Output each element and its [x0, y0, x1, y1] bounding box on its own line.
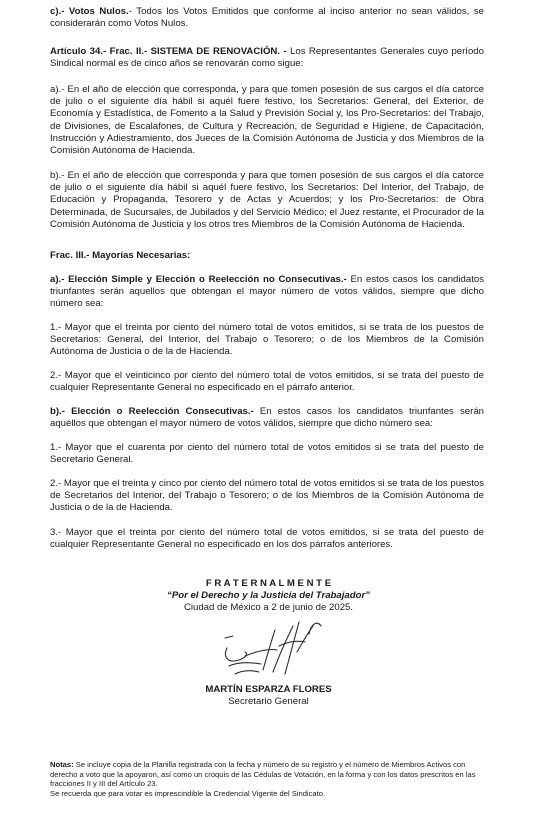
paragraph-item-2b [50, 478, 484, 515]
paragraph-reeleccion [50, 406, 484, 430]
notes-lead: Notas: [50, 760, 74, 769]
paragraph-text: 2.- Mayor que el treinta y cinco por ciento del número total de votos emitidos si se trata de los puestos de Secretarios del Interior, del Trabajo o Tesorero; o de los Miembros de la Comisión Autónoma de Justicia o de la de Hacienda. [50, 478, 484, 514]
closing-fraternalmente: F R A T E R N A L M E N T E [205, 578, 332, 589]
paragraph-item-2 [50, 370, 484, 394]
heading-frac-iii [50, 250, 484, 262]
paragraph-inciso-a [50, 84, 484, 157]
paragraph-lead: c).- Votos Nulos. [50, 6, 129, 17]
paragraph-text: En estos casos los candidatos triunfantes serán aquellos que obtengan el mayor número de votos válidos, siempre que dicho número sea: [50, 274, 484, 310]
notes-block [50, 760, 490, 798]
paragraph-item-1b [50, 442, 484, 466]
paragraph-lead: Artículo 34.- Frac. II.- SISTEMA DE RENOVACIÓN. - [50, 46, 287, 57]
paragraph-lead: a).- Elección Simple y Elección o Reelección no Consecutivas.- [50, 274, 347, 285]
closing-place-date: Ciudad de México a 2 de junio de 2025. [183, 602, 354, 613]
paragraph-item-1 [50, 322, 484, 359]
paragraph-text: Los Representantes Generales cuyo período Sindical normal es de cinco años se renovarán como sigue: [50, 46, 484, 70]
paragraph-lead: b).- Elección o Reelección Consecutivas.- [50, 406, 254, 417]
paragraph-articulo-34 [50, 46, 484, 70]
notes-text: Se incluye copia de la Planilla registrada con la fecha y número de su registro y el número de Miembros Activos con derecho a voto que la apoyaron, así como un croquis de las Cédulas de Votación, en la forma y con los datos prescritos en las fracciones II y III del Artículo 23. [50, 760, 476, 789]
paragraph-text: - Todos los Votos Emitidos que conforme al inciso anterior no sean válidos, se considerarán como Votos Nulos. [50, 6, 484, 30]
paragraph-text: 1.- Mayor que el cuarenta por ciento del número total de votos emitidos si se trata del puesto de Secretario General. [50, 442, 484, 466]
paragraph-text: En estos casos los candidatos triunfantes serán aquéllos que obtengan el mayor número de votos válidos, siempre que dicho número sea: [50, 406, 484, 430]
paragraph-text: b).- En el año de elección que corresponda y para que tomen posesión de sus cargos el día catorce de julio o el siguiente día hábil si aquél fuere festivo, los Secretarios: Del Interior, del Trabajo, de Educación y Propaganda, Tesorero y de Actas y Acuerdos; y los Pro-Secretarios: de Obra Determinada, de Sucursales, de Jubilados y del Servicio Médico; el Juez restante, el Procurador de la Comisión Autónoma de Justicia y los otros tres Miembros de la Comisión Autónoma de Hacienda. [50, 170, 484, 230]
paragraph-item-3b [50, 527, 484, 551]
heading-text: Frac. III.- Mayorías Necesarias: [50, 250, 191, 261]
paragraph-votos-nulos [50, 6, 484, 30]
signer-name: MARTÍN ESPARZA FLORES [205, 684, 332, 695]
signature-image [215, 612, 335, 684]
notes-line-2: Se recuerda que para votar es imprescindible la Credencial Vigente del Sindicato. [50, 788, 326, 798]
paragraph-text: 3.- Mayor que el treinta por ciento del número total de votos emitidos, si se trata del puesto de cualquier Representante General no especificado en los dos párrafos anteriores. [50, 527, 484, 551]
paragraph-inciso-b [50, 170, 484, 231]
paragraph-text: a).- En el año de elección que corresponda, y para que tomen posesión de sus cargos el día catorce de julio o el siguiente día hábil si aquél fuere festivo, los Secretarios: General, del Exterior, de Economía y Estadística, de Fomento a la Salud y Previsión Social y, los Pro-Secretarios: del Trabajo, de Divisiones, de Escalafones, de Cultura y Recreación, de Seguridad e Higiene, de Capacitación, Instrucción y Adiestramiento, dos Jueces de la Comisión Autónoma de Justicia y dos Miembros de la Comisión Autónoma de Hacienda. [50, 84, 484, 157]
paragraph-eleccion-simple [50, 274, 484, 311]
signer-title: Secretario General [228, 696, 309, 707]
paragraph-text: 2.- Mayor que el veinticinco por ciento del número total de votos emitidos, si se trata del puesto de cualquier Representante General no especificado en el párrafo anterior. [50, 370, 484, 394]
paragraph-text: 1.- Mayor que el treinta por ciento del número total de votos emitidos, si se trata de los puestos de Secretarios: General, del Interior, del Trabajo o Tesorero; o de los Miembros de la Comisión Autónoma de Justicia o de la de Hacienda. [50, 322, 484, 358]
closing-motto: “Por el Derecho y la Justicia del Trabajador” [167, 590, 370, 601]
